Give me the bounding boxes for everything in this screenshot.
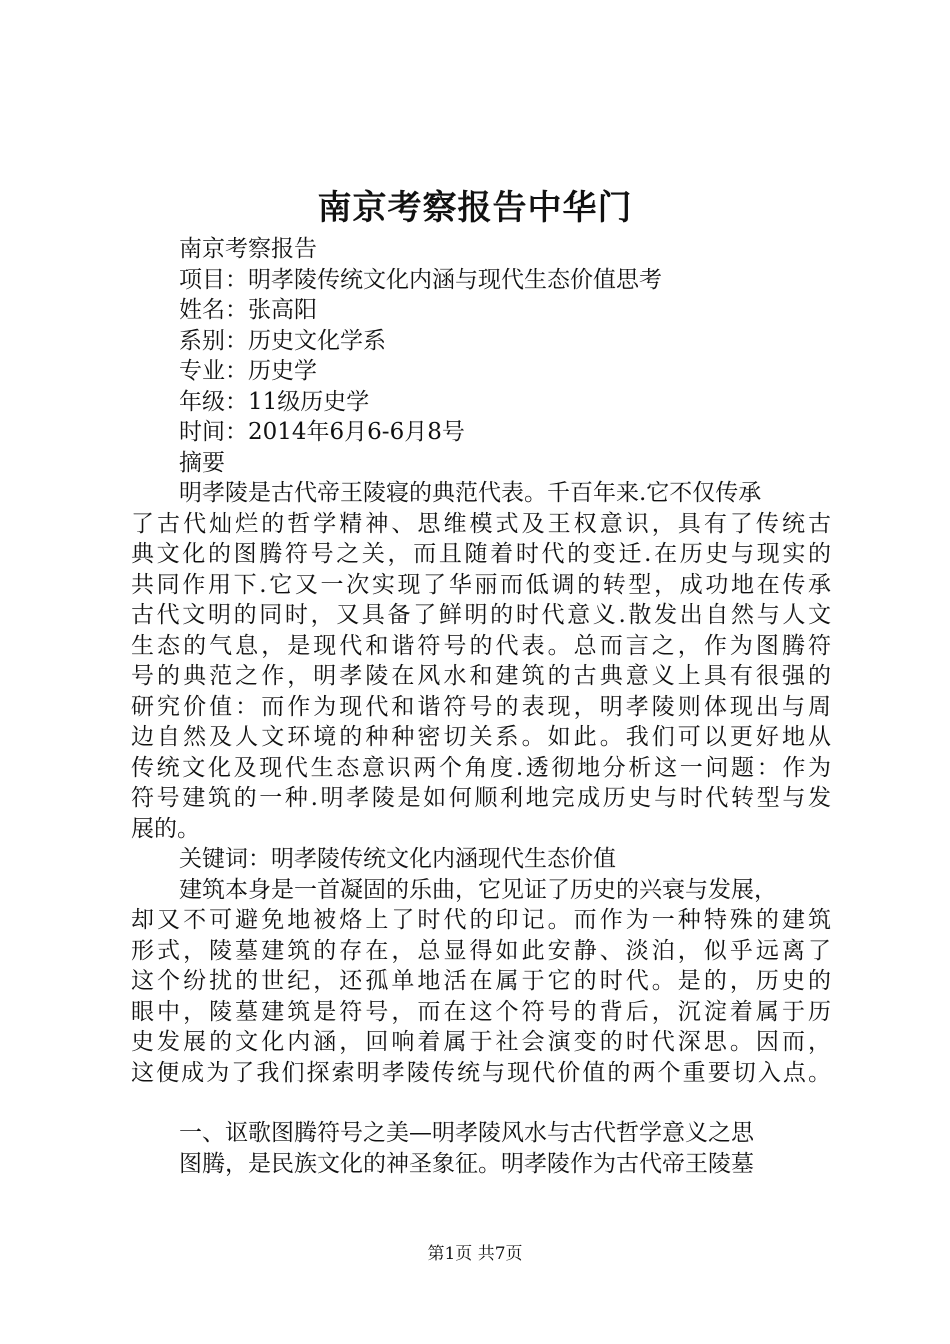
meta-time: 时间：2014年6月6-6月8号 — [179, 419, 465, 445]
meta-name: 姓名：张高阳 — [179, 297, 317, 323]
abstract-line: 了古代灿烂的哲学精神、思维模式及王权意识，具有了传统古 — [131, 510, 831, 537]
section-first-line: 图腾，是民族文化的神圣象征。明孝陵作为古代帝王陵墓 — [179, 1150, 754, 1177]
abstract-line: 边自然及人文环境的种种密切关系。如此。我们可以更好地从 — [131, 724, 831, 750]
abstract-line: 号的典范之作，明孝陵在风水和建筑的古典意义上具有很强的 — [131, 663, 831, 689]
paragraph-gap — [131, 1088, 831, 1118]
intro-line: 史发展的文化内涵，回响着属于社会演变的时代深思。因而， — [131, 1029, 831, 1055]
section-heading: 一、讴歌图腾符号之美—明孝陵风水与古代哲学意义之思 — [179, 1120, 754, 1146]
meta-grade: 年级：11级历史学 — [179, 388, 370, 415]
intro-line: 建筑本身是一首凝固的乐曲，它见证了历史的兴衰与发展， — [179, 876, 777, 903]
abstract-line: 共同作用下.它又一次实现了华丽而低调的转型，成功地在传承 — [131, 571, 831, 598]
abstract-heading: 摘要 — [179, 449, 225, 476]
meta-major: 专业：历史学 — [179, 358, 317, 384]
abstract-line: 传统文化及现代生态意识两个角度.透彻地分析这一问题：作为 — [131, 754, 831, 781]
intro-line: 形式，陵墓建筑的存在，总显得如此安静、淡泊，似乎远离了 — [131, 937, 831, 964]
abstract-paragraph — [131, 478, 831, 844]
meta-report-label: 南京考察报告 — [179, 236, 317, 262]
abstract-line: 明孝陵是古代帝王陵寝的典范代表。千百年来.它不仅传承 — [179, 480, 762, 506]
intro-line: 这便成为了我们探索明孝陵传统与现代价值的两个重要切入点。 — [131, 1059, 831, 1086]
meta-department: 系别：历史文化学系 — [179, 327, 386, 354]
intro-line: 却又不可避免地被烙上了时代的印记。而作为一种特殊的建筑 — [131, 907, 831, 933]
page-footer: 第1页 共7页 — [427, 1244, 523, 1264]
meta-project: 项目：明孝陵传统文化内涵与现代生态价值思考 — [179, 266, 662, 293]
abstract-line: 生态的气息，是现代和谐符号的代表。总而言之，作为图腾符 — [131, 632, 831, 659]
keywords: 关键词：明孝陵传统文化内涵现代生态价值 — [179, 846, 616, 872]
intro-line: 这个纷扰的世纪，还孤单地活在属于它的时代。是的，历史的 — [131, 968, 831, 994]
abstract-line: 典文化的图腾符号之关，而且随着时代的变迁.在历史与现实的 — [131, 541, 831, 567]
abstract-line: 符号建筑的一种.明孝陵是如何顺利地完成历史与时代转型与发 — [131, 785, 831, 811]
abstract-line: 研究价值：而作为现代和谐符号的表现，明孝陵则体现出与周 — [131, 693, 831, 720]
document-title: 南京考察报告中华门 — [317, 188, 633, 228]
document-body — [131, 234, 831, 1179]
intro-line: 眼中，陵墓建筑是符号，而在这个符号的背后，沉淀着属于历 — [131, 998, 831, 1025]
abstract-line: 古代文明的同时，又具备了鲜明的时代意义.散发出自然与人文 — [131, 602, 831, 628]
abstract-line: 展的。 — [131, 815, 200, 842]
intro-paragraph — [131, 875, 831, 1089]
